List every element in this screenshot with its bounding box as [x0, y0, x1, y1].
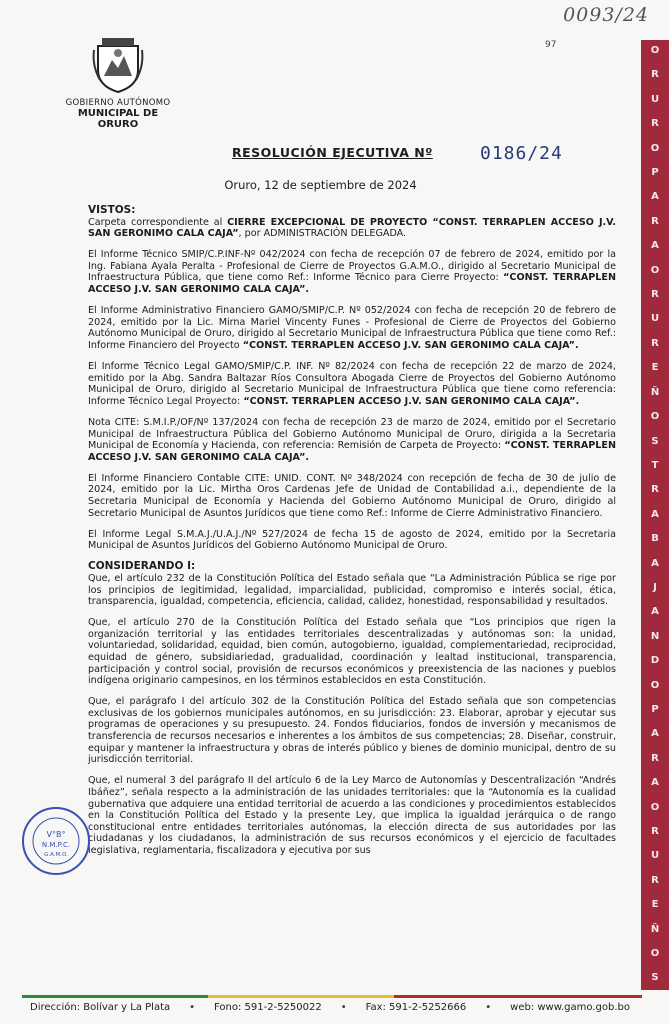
paragraph: El Informe Administrativo Financiero GAMO/SMIP/C.P. Nº 052/2024 con fecha de recepción 20 de febrero de 2024, emitido por la Lic. Mirna Mariel Vincenty Funes - Profesional de Cierre de Proyectos del Gobierno Autónomo Municipal de Oruro, dirigido al Secretario Municipal de Infraestructura Pública que tiene como Ref.: Informe Financiero del Proyecto “CONST. TERRAPLEN ACCESO J.V. SAN GERONIMO CALA CAJA”. [88, 305, 616, 351]
band-letter: R [651, 215, 659, 227]
coat-of-arms-icon [90, 36, 146, 96]
band-letter: U [650, 313, 660, 325]
paragraph: Que, el artículo 232 de la Constitución Política del Estado señala que “La Administración Pública se rige por los principios de legitimidad, legalidad, imparcialidad, publicidad, compromiso e interés social, ética, transparencia, igualdad, competencia, eficiencia, calidad, calidez, honestidad, responsabilidad y resultados. [88, 572, 616, 608]
approval-stamp [20, 805, 92, 877]
municipal-logo [58, 36, 178, 130]
paragraph: Que, el numeral 3 del parágrafo II del artículo 6 de la Ley Marco de Autonomías y Descentralización “Andrés Ibáñez”, señala respecto a la administración de las unidades territoriales: que la “Autonomía es la cualidad gubernativa que adquiere una entidad territorial de acuerdo a las condiciones y procedimientos establecidos en la Constitución Política del Estado y la presente Ley, que implica la igualdad jerárquica o de rango constitucional entre entidades territoriales autónomas, la elección directa de sus autoridades por las ciudadanas y los ciudadanos, la administración de sus recursos económicos y el ejercicio de facultades legislativa, reglamentaria, fiscalizadora y ejecutiva por sus [88, 775, 616, 856]
band-letter: A [651, 557, 659, 569]
band-letter: S [651, 972, 659, 984]
band-letter: R [651, 337, 659, 349]
band-letter: R [651, 874, 659, 886]
band-letter: A [651, 728, 659, 740]
band-letter: R [651, 118, 659, 130]
band-letter: D [650, 655, 660, 667]
band-letter: A [651, 508, 659, 520]
footer-fax: Fax: 591-2-5252666 [365, 1002, 467, 1013]
footer-separator: • [485, 1002, 492, 1013]
footer [30, 1002, 630, 1013]
footer-separator: • [340, 1002, 347, 1013]
band-letter: P [651, 703, 659, 715]
band-letter: E [651, 362, 659, 374]
footer-phone: Fono: 591-2-5250022 [214, 1002, 322, 1013]
paragraph: Que, el parágrafo I del artículo 302 de la Constitución Política del Estado señala que son competencias exclusivas de los gobiernos municipales autónomos, en su jurisdicción: 23. Elaborar, aprobar y ejecutar sus programas de operaciones y su presupuesto. 24. Fondos fiduciarios, fondos de inversión y mecanismos de transferencia de recursos necesarios e inherentes a los ámbitos de sus competencias; 28. Diseñar, construir, equipar y mantener la infraestructura y obras de interés público y bienes de dominio municipal, dentro de su jurisdicción territorial. [88, 696, 616, 766]
slogan-band [641, 40, 669, 990]
logo-line-2: MUNICIPAL DE ORURO [77, 108, 159, 130]
paragraph: Nota CITE: S.M.I.P./OF/Nº 137/2024 con fecha de recepción 23 de marzo de 2024, emitido por el Secretario Municipal de Infraestructura Pública del Gobierno Autónomo Municipal de Oruro, dirigida a la Secretaria Municipal de Economía y Hacienda, con referencia: Remisión de Carpeta de Proyecto: “CONST. TERRAPLEN ACCESO J.V. SAN GERONIMO CALA CAJA”. [88, 416, 616, 463]
section-title-considerando: CONSIDERANDO I: [88, 560, 196, 573]
resolution-number: 0186/24 [480, 143, 563, 164]
band-letter: R [651, 289, 659, 301]
paragraph: El Informe Técnico SMIP/C.P.INF-Nº 042/2024 con fecha de recepción 07 de febrero de 2024, emitido por la Ing. Fabiana Ayala Peralta - Profesional de Cierre de Proyectos G.A.M.O., dirigido al Secretario Municipal de Infraestructura Pública, que tiene como Ref.: Informe Técnico para Cierre Proyecto: “CONST. TERRAPLEN ACCESO J.V. SAN GERONIMO CALA CAJA”. [88, 249, 616, 296]
band-letter: T [651, 459, 659, 471]
paragraph: Carpeta correspondiente al CIERRE EXCEPCIONAL DE PROYECTO “CONST. TERRAPLEN ACCESO J.V. SAN GERONIMO CALA CAJA”, por ADMINISTRACIÓN DELEGADA. [88, 216, 616, 240]
band-letter: A [651, 606, 659, 618]
footer-divider [22, 995, 642, 998]
footer-web[interactable]: web: www.gamo.gob.bo [510, 1002, 630, 1013]
svg-text:V°B°: V°B° [46, 830, 66, 839]
handwritten-folio: 0093/24 [563, 4, 649, 26]
band-letter: R [651, 69, 659, 81]
band-letter: O [650, 45, 660, 56]
paragraph: El Informe Legal S.M.A.J./U.A.J./Nº 527/2024 de fecha 15 de agosto de 2024, emitido por la Secretaria Municipal de Asuntos Jurídicos del Gobierno Autónomo Municipal de Oruro. [88, 528, 616, 552]
band-letter: A [651, 191, 659, 203]
footer-address: Dirección: Bolívar y La Plata [30, 1002, 171, 1013]
band-letter: O [650, 948, 660, 960]
band-letter: R [651, 826, 659, 837]
band-letter: A [651, 240, 659, 252]
band-letter: R [651, 752, 659, 764]
band-letter: Ñ [650, 386, 660, 398]
page-number: 97 [545, 40, 557, 50]
band-letter: A [651, 777, 659, 789]
band-letter: O [650, 142, 660, 154]
band-letter: O [650, 264, 660, 276]
band-letter: E [651, 899, 659, 911]
slogan-band-text [641, 40, 669, 990]
band-letter: U [650, 93, 660, 105]
document-body [88, 205, 616, 866]
resolution-title: RESOLUCIÓN EJECUTIVA Nº [232, 145, 433, 160]
logo-line-1: GOBIERNO AUTÓNOMO [65, 98, 171, 108]
paragraph: El Informe Financiero Contable CITE: UNID. CONT. Nº 348/2024 con recepción de fecha de 30 de julio de 2024, emitido por la Lic. Mirtha Oros Cardenas Jefe de Unidad de Contabilidad a.i., dependiente de la Secretaria Municipal de Economía y Hacienda del Gobierno Autónomo Municipal de Oruro, dirigido al Secretario Municipal de Asuntos Jurídicos que tiene como Ref.: Informe de Cierre Administrativo Financiero. [88, 472, 616, 519]
band-letter: O [650, 411, 660, 423]
footer-separator: • [189, 1002, 196, 1013]
band-letter: O [650, 679, 660, 691]
place-date: Oruro, 12 de septiembre de 2024 [224, 178, 417, 192]
band-letter: N [650, 630, 660, 642]
band-letter: B [651, 533, 659, 545]
svg-text:G.A.M.O.: G.A.M.O. [44, 852, 68, 858]
paragraph: El Informe Técnico Legal GAMO/SMIP/C.P. INF. Nº 82/2024 con fecha de recepción 22 de marzo de 2024, emitido por la Abg. Sandra Baltazar Ríos Consultora Abogada Cierre de Proyectos del Gobierno Autónomo Municipal de Oruro, dirigido al Secretario Municipal de Infraestructura Pública que tiene como referencia: Informe Técnico Legal Proyecto: “CONST. TERRAPLEN ACCESO J.V. SAN GERONIMO CALA CAJA”. [88, 361, 616, 407]
section-title-vistos: VISTOS: [88, 204, 136, 216]
band-letter: S [651, 435, 659, 447]
band-letter: J [653, 581, 657, 593]
band-letter: Ñ [650, 923, 660, 935]
band-letter: O [650, 801, 660, 813]
paragraph: Que, el artículo 270 de la Constitución Política del Estado señala que “Los principios que rigen la organización territorial y las entidades territoriales descentralizadas y autónomas son: la unidad, voluntariedad, solidaridad, equidad, bien común, autogobierno, igualdad, complementariedad, reciprocidad, equidad de género, subsidiariedad, gradualidad, coordinación y lealtad institucional, transparencia, participación y control social, provisión de recursos económicos y preexistencia de las naciones y pueblos indígena originario campesinos, en los términos establecidos en esta Constitución. [88, 617, 616, 687]
band-letter: U [650, 850, 660, 862]
band-letter: R [651, 484, 659, 496]
svg-text:N.M.P.C.: N.M.P.C. [41, 841, 71, 849]
band-letter: P [651, 167, 659, 179]
